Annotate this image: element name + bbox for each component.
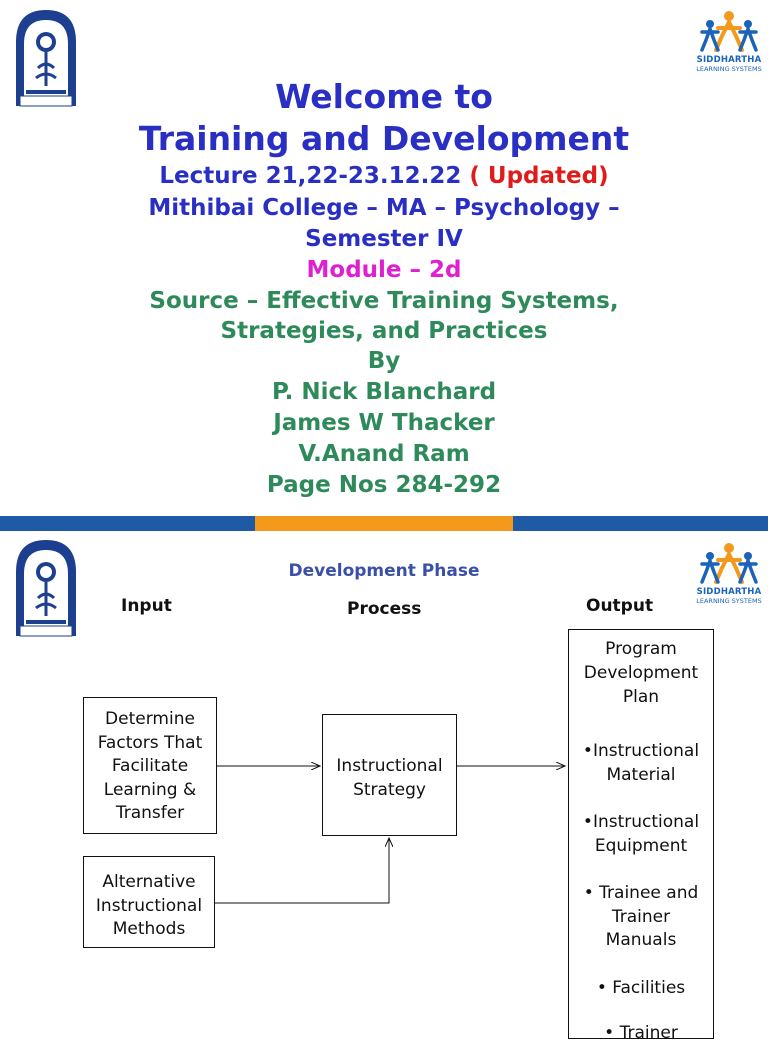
process-box-line: Strategy xyxy=(353,779,426,800)
updated-tag: ( Updated) xyxy=(469,163,609,189)
output-line: Equipment xyxy=(594,836,688,856)
output-line: • Trainee and xyxy=(583,883,699,903)
lecture-line xyxy=(0,161,768,191)
output-line: •Instructional xyxy=(582,741,700,761)
title-line-2: Training and Development xyxy=(138,119,630,158)
input-label: Input xyxy=(121,596,172,616)
output-line: Material xyxy=(606,765,676,785)
output-line: Program xyxy=(605,639,677,659)
source-line-2: Strategies, and Practices xyxy=(220,318,548,344)
input-box-methods-line: Methods xyxy=(112,919,186,939)
author-3: V.Anand Ram xyxy=(298,441,470,467)
slide-divider-bar xyxy=(0,516,768,531)
input-box-methods xyxy=(83,856,215,948)
output-line: Trainer xyxy=(611,907,671,927)
siddhartha-logo xyxy=(692,10,766,73)
input-box-factors-line: Learning & xyxy=(103,779,197,800)
phase-title: Development Phase xyxy=(288,561,480,581)
source-line-1: Source – Effective Training Systems, xyxy=(149,288,619,314)
college-line: Mithibai College – MA – Psychology – xyxy=(148,195,620,221)
output-line: Manuals xyxy=(605,930,677,950)
semester-line: Semester IV xyxy=(305,226,463,252)
process-box-strategy xyxy=(322,714,457,836)
output-line: •Instructional xyxy=(582,812,700,832)
title-slide xyxy=(0,0,768,516)
input-box-factors-line: Facilitate xyxy=(111,756,189,776)
college-crest-logo-2 xyxy=(10,536,82,640)
output-line: Plan xyxy=(622,687,660,707)
output-label: Output xyxy=(586,596,654,616)
input-box-factors-line: Determine xyxy=(105,709,195,729)
process-label: Process xyxy=(347,599,422,619)
brand-subtitle-2: LEARNING SYSTEMS xyxy=(696,597,762,605)
author-1: P. Nick Blanchard xyxy=(271,379,497,405)
output-line: • Trainer xyxy=(604,1023,678,1043)
brand-subtitle: LEARNING SYSTEMS xyxy=(696,65,762,73)
brand-name-2: SIDDHARTHA xyxy=(696,587,762,597)
lecture-number: Lecture 21,22-23.12.22 xyxy=(159,163,462,189)
people-icon xyxy=(692,10,766,56)
brand-name: SIDDHARTHA xyxy=(696,55,762,65)
by-line: By xyxy=(367,348,401,374)
input-box-factors-line: Transfer xyxy=(115,803,185,823)
input-box-methods-line: Instructional xyxy=(95,895,203,916)
input-box-factors xyxy=(83,697,217,834)
title-line-1: Welcome to xyxy=(275,77,493,116)
author-2: James W Thacker xyxy=(273,410,495,436)
output-line: • Facilities xyxy=(596,978,686,998)
output-box-plan xyxy=(568,629,714,1043)
page-numbers: Page Nos 284-292 xyxy=(266,472,502,498)
process-box-line: Instructional xyxy=(336,756,443,776)
input-box-methods-line: Alternative xyxy=(102,872,196,892)
input-box-factors-line: Factors That xyxy=(97,732,203,753)
module-line: Module – 2d xyxy=(306,257,462,283)
output-line: Development xyxy=(583,663,699,683)
